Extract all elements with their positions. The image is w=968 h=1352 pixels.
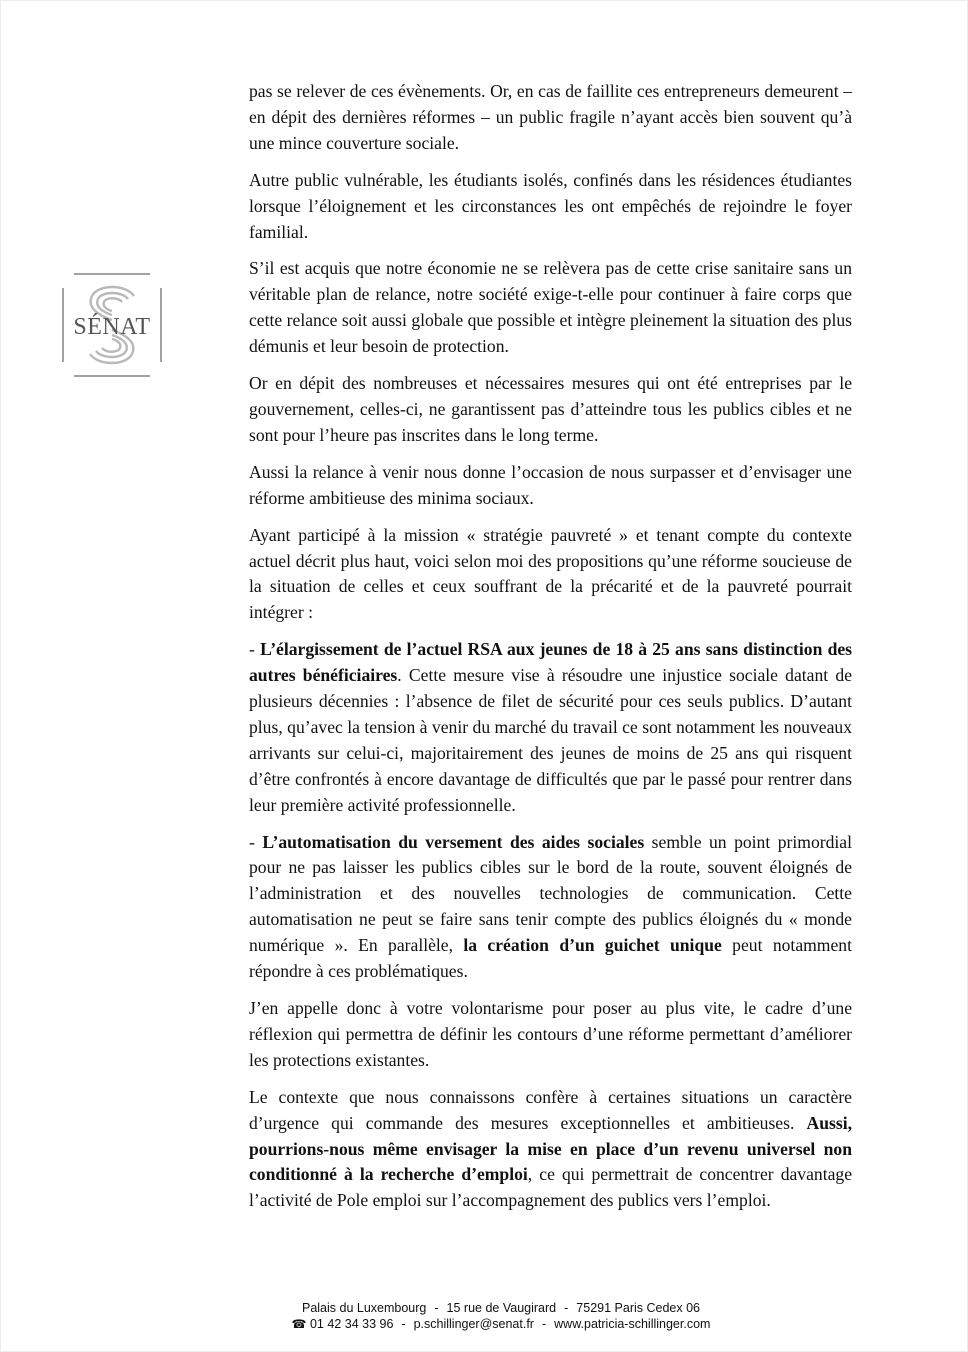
letter-body <box>249 79 852 1225</box>
footer-address-line <box>0 1300 968 1316</box>
senat-logo <box>60 272 164 378</box>
body-paragraph <box>249 460 852 512</box>
text-run: Le contexte que nous connaissons confère à certaines situations un caractère d’urgence qui commande des mesures exceptionnelles et ambitieuses. <box>249 1086 852 1133</box>
text-run: Autre public vulnérable, les étudiants isolés, confinés dans les résidences étudiantes lorsque l’éloignement et les circonstances les ont empêchés de rejoindre le foyer familial. <box>249 169 852 242</box>
footer-phone: 01 42 34 33 96 <box>309 1317 394 1331</box>
footer <box>0 1300 968 1332</box>
bold-text: Aussi, pourrions-nous même envisager la mise en place d’un revenu universel non conditionné à la recherche d’emploi <box>249 1112 852 1185</box>
body-paragraph <box>249 523 852 627</box>
footer-separator: - <box>401 1317 406 1331</box>
text-run: Aussi la relance à venir nous donne l’occasion de nous surpasser et d’envisager une réforme ambitieuse des minima sociaux. <box>249 461 852 508</box>
body-paragraph <box>249 996 852 1074</box>
footer-separator: - <box>564 1301 569 1315</box>
body-paragraph <box>249 637 852 818</box>
footer-separator: - <box>541 1317 547 1331</box>
text-run: - <box>249 639 261 660</box>
body-paragraph <box>249 371 852 449</box>
body-paragraph <box>249 168 852 246</box>
footer-separator: - <box>434 1301 439 1315</box>
bold-text: la création d’un guichet unique <box>463 935 722 956</box>
body-paragraph <box>249 830 852 985</box>
footer-website[interactable]: www.patricia-schillinger.com <box>554 1317 711 1331</box>
footer-street: 15 rue de Vaugirard <box>446 1301 557 1315</box>
text-run: J’en appelle donc à votre volontarisme pour poser au plus vite, le cadre d’une réflexion qui permettra de définir les contours d’une réforme permettant d’améliorer les protections existantes. <box>249 998 852 1070</box>
text-run: S’il est acquis que notre économie ne se relèvera pas de cette crise sanitaire sans un véritable plan de relance, notre société exige-t-elle pour continuer à faire corps que cette relance soit aussi globale que possible et intègre pleinement la situation des plus démunis et leur besoin de protection. <box>249 258 852 357</box>
text-run: Ayant participé à la mission « stratégie pauvreté » et tenant compte du contexte actuel décrit plus haut, voici selon moi des propositions qu’une réforme soucieuse de la situation de celles et ceux souffrant de la précarité et de la pauvreté pourrait intégrer : <box>249 524 852 623</box>
text-run: pas se relever de ces évènements. Or, en cas de faillite ces entrepreneurs demeurent – en dépit des dernières réformes – un public fragile n’ayant accès bien souvent qu’à une mince couverture sociale. <box>249 81 852 153</box>
footer-city: 75291 Paris Cedex 06 <box>576 1301 700 1315</box>
bold-text: L’automatisation du versement des aides sociales <box>262 831 645 852</box>
text-run: semble un point primordial pour ne pas laisser les publics cibles sur le bord de la route, souvent éloignés de l’administration et des nouvelles technologies de communication. Cette automatisation ne peut se faire sans tenir compte des publics éloignés du « monde numérique ». En parallèle, <box>249 831 852 956</box>
text-run: . Cette mesure vise à résoudre une injustice sociale datant de plusieurs décennies : l’absence de filet de sécurité pour ces seuls publics. D’autant plus, qu’avec la tension à venir du marché du travail ce sont notamment les nouveaux arrivants sur celui-ci, majoritairement des jeunes de moins de 25 ans qui risquent d’être confrontés à encore davantage de difficultés que par le passé pour rentrer dans leur première activité professionnelle. <box>249 665 852 815</box>
text-run: , ce qui permettrait de concentrer davantage l’activité de Pole emploi sur l’accompagnement des publics vers l’emploi. <box>249 1164 853 1211</box>
text-run: peut notamment répondre à ces problématiques. <box>249 935 852 982</box>
senat-logo-text: SÉNAT <box>73 314 151 340</box>
body-paragraph <box>249 79 852 157</box>
footer-contact-line <box>0 1316 968 1332</box>
footer-email[interactable]: p.schillinger@senat.fr <box>413 1317 534 1331</box>
bold-text: L’élargissement de l’actuel RSA aux jeunes de 18 à 25 ans sans distinction des autres bénéficiaires <box>249 639 853 686</box>
body-paragraph <box>249 256 852 360</box>
text-run: Or en dépit des nombreuses et nécessaires mesures qui ont été entreprises par le gouvernement, celles-ci, ne garantissent pas d’atteindre tous les publics cibles et ne sont pour l’heure pas inscrites dans le long terme. <box>249 373 852 445</box>
footer-place: Palais du Luxembourg <box>301 1301 427 1315</box>
phone-icon: ☎ <box>291 1317 307 1331</box>
text-run: - <box>249 831 263 852</box>
body-paragraph <box>249 1085 852 1215</box>
